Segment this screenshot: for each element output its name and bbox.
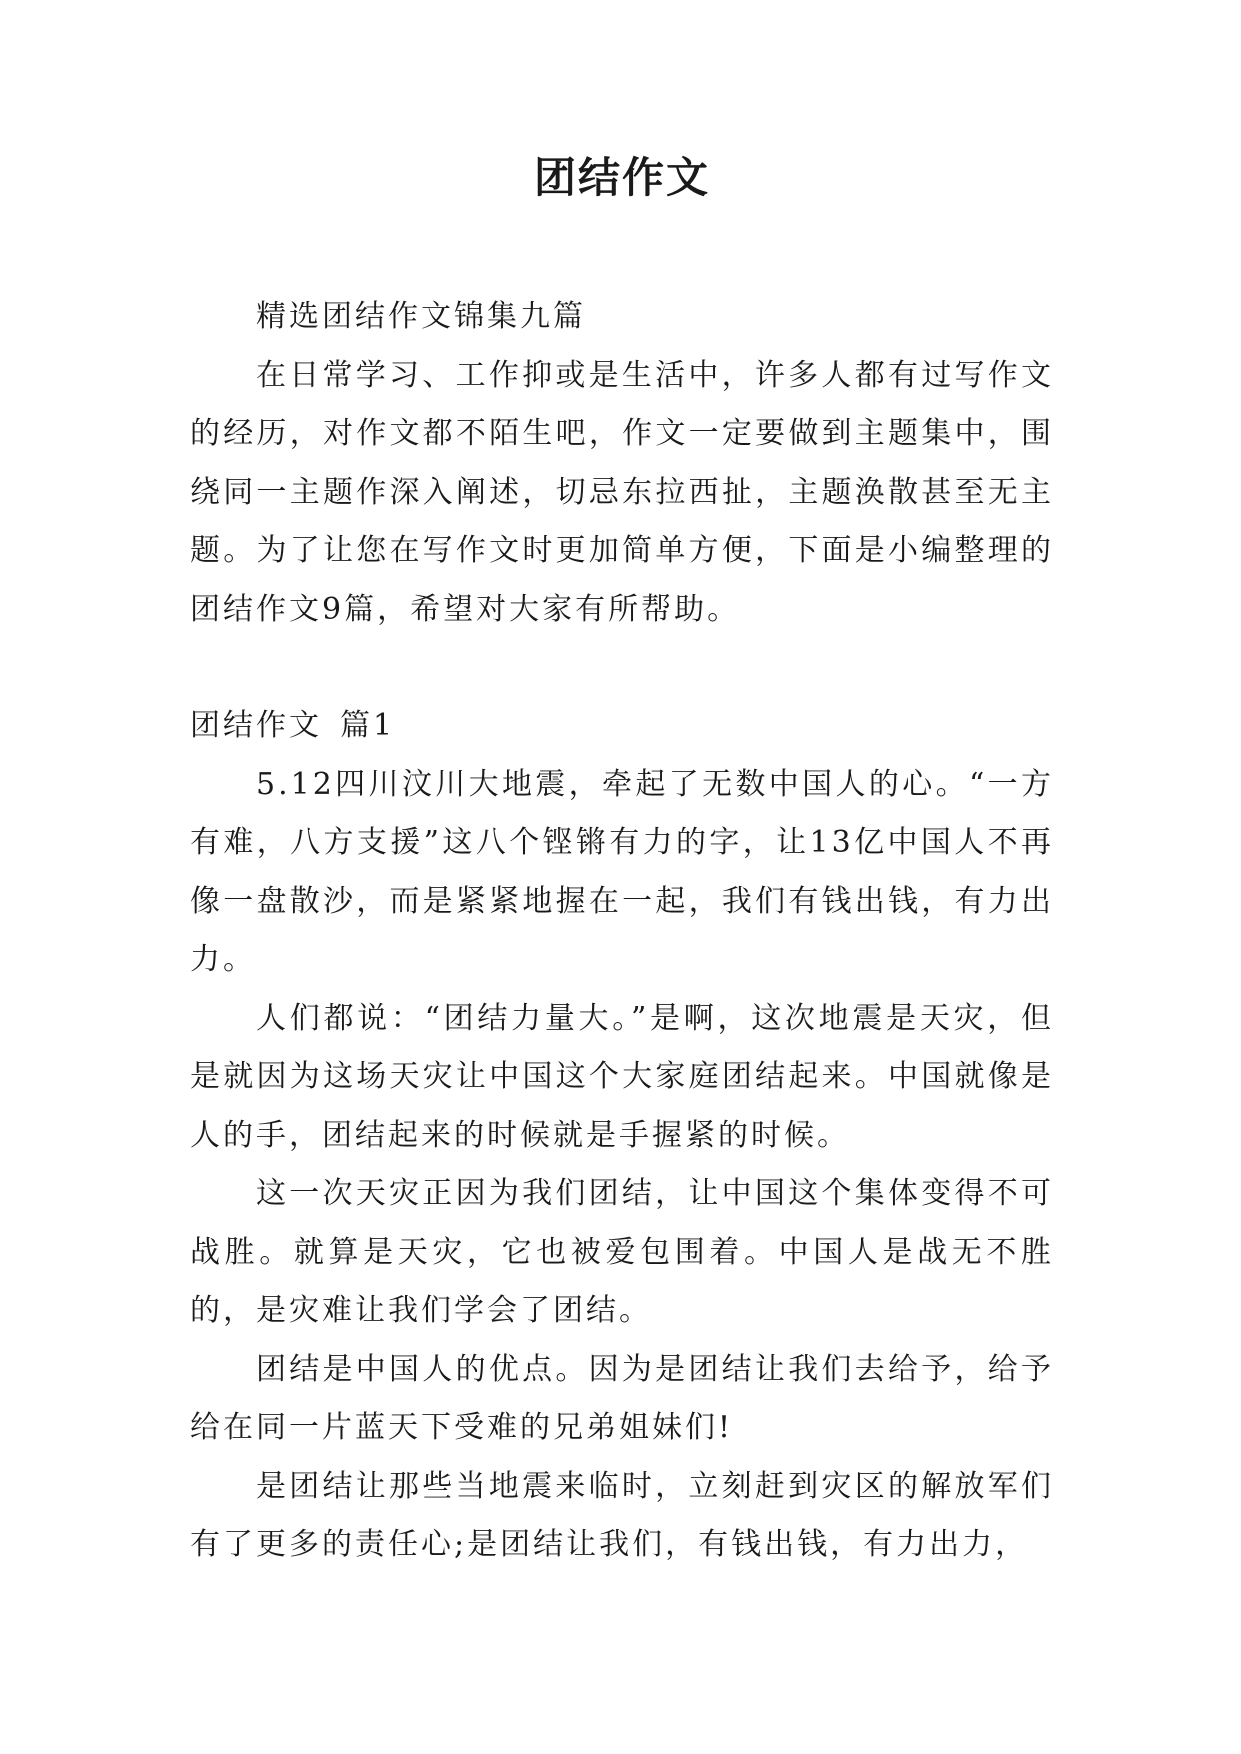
body-paragraph-2: 人们都说：“团结力量大。”是啊，这次地震是天灾，但是就因为这场天灾让中国这个大家庭团结起来。中国就像是人的手，团结起来的时候就是手握紧的时候。 [190,1000,1054,1153]
section-heading [190,697,1054,756]
document-subtitle: 精选团结作文锦集九篇 [256,299,586,334]
body-paragraph-1: 5.12四川汶川大地震，牵起了无数中国人的心。“一方有难，八方支援”这八个铿锵有力的字，让13亿中国人不再像一盘散沙，而是紧紧地握在一起，我们有钱出钱，有力出力。 [190,766,1054,977]
body-paragraph-4: 团结是中国人的优点。因为是团结让我们去给予，给予给在同一片蓝天下受难的兄弟姐妹们! [190,1351,1054,1445]
section-heading-label: 团结作文 [190,708,322,743]
body-paragraph-3: 这一次天灾正因为我们团结，让中国这个集体变得不可战胜。就算是天灾，它也被爱包围着。中国人是战无不胜的，是灾难让我们学会了团结。 [190,1176,1054,1328]
section-number: 篇1 [340,708,396,743]
body-paragraph-5: 是团结让那些当地震来临时，立刻赶到灾区的解放军们有了更多的责任心;是团结让我们，有钱出钱，有力出力， [190,1468,1054,1562]
intro-paragraph: 在日常学习、工作抑或是生活中，许多人都有过写作文的经历，对作文都不陌生吧，作文一定要做到主题集中，围绕同一主题作深入阐述，切忌东拉西扯，主题涣散甚至无主题。为了让您在写作文时更加简单方便，下面是小编整理的团结作文9篇，希望对大家有所帮助。 [190,357,1054,627]
document-title: 团结作文 [533,153,710,202]
document-body [190,288,1054,1575]
